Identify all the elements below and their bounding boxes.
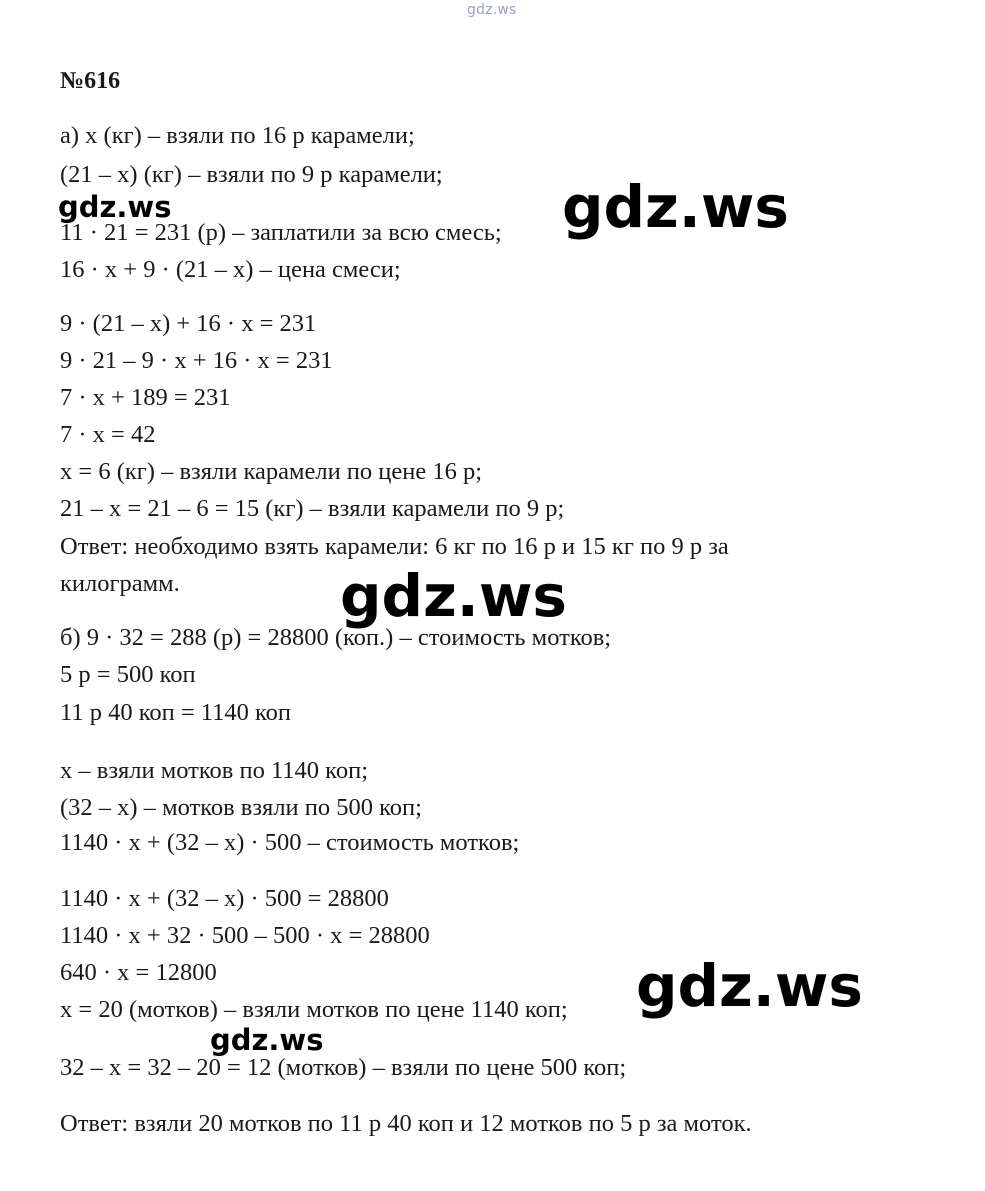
solution-line: а) x (кг) – взяли по 16 р карамели; [60,122,415,149]
answer-line: килограмм. [60,570,180,597]
solution-line: 1140 · x + (32 – x) · 500 – стоимость мотков; [60,829,520,856]
watermark-big: gdz.ws [562,173,789,241]
watermark-small: gdz.ws [210,1023,324,1057]
solution-line: 11 р 40 коп = 1140 коп [60,699,292,726]
solution-line: x = 20 (мотков) – взяли мотков по цене 1140 коп; [60,996,568,1023]
solution-line: (21 – x) (кг) – взяли по 9 р карамели; [60,161,443,188]
solution-line: x = 6 (кг) – взяли карамели по цене 16 р; [60,458,483,485]
solution-line: б) 9 · 32 = 288 (р) = 28800 (коп.) – стоимость мотков; [60,624,612,651]
solution-line: 9 · (21 – x) + 16 · x = 231 [60,310,317,337]
solution-line: (32 – x) – мотков взяли по 500 коп; [60,794,422,821]
solution-line: 16 · x + 9 · (21 – x) – цена смеси; [60,256,401,283]
answer-line: Ответ: взяли 20 мотков по 11 р 40 коп и 12 мотков по 5 р за моток. [60,1110,752,1137]
solution-line: 9 · 21 – 9 · x + 16 · x = 231 [60,347,333,374]
solution-line: 11 · 21 = 231 (р) – заплатили за всю смесь; [60,219,502,246]
watermark-big: gdz.ws [636,952,863,1020]
solution-line: 1140 · x + 32 · 500 – 500 · x = 28800 [60,922,430,949]
problem-number: №616 [60,68,121,94]
watermark-small: gdz.ws [58,190,172,224]
top-watermark: gdz.ws [467,2,517,18]
solution-line: 5 р = 500 коп [60,661,196,688]
solution-line: x – взяли мотков по 1140 коп; [60,757,368,784]
solution-line: 21 – x = 21 – 6 = 15 (кг) – взяли карамели по 9 р; [60,495,565,522]
solution-line: 7 · x = 42 [60,421,156,448]
watermark-big: gdz.ws [340,562,567,630]
solution-line: 1140 · x + (32 – x) · 500 = 28800 [60,885,389,912]
solution-line: 32 – x = 32 – 20 = 12 (мотков) – взяли по цене 500 коп; [60,1054,627,1081]
answer-line: Ответ: необходимо взять карамели: 6 кг по 16 р и 15 кг по 9 р за [60,533,729,560]
solution-line: 640 · x = 12800 [60,959,217,986]
solution-line: 7 · x + 189 = 231 [60,384,231,411]
